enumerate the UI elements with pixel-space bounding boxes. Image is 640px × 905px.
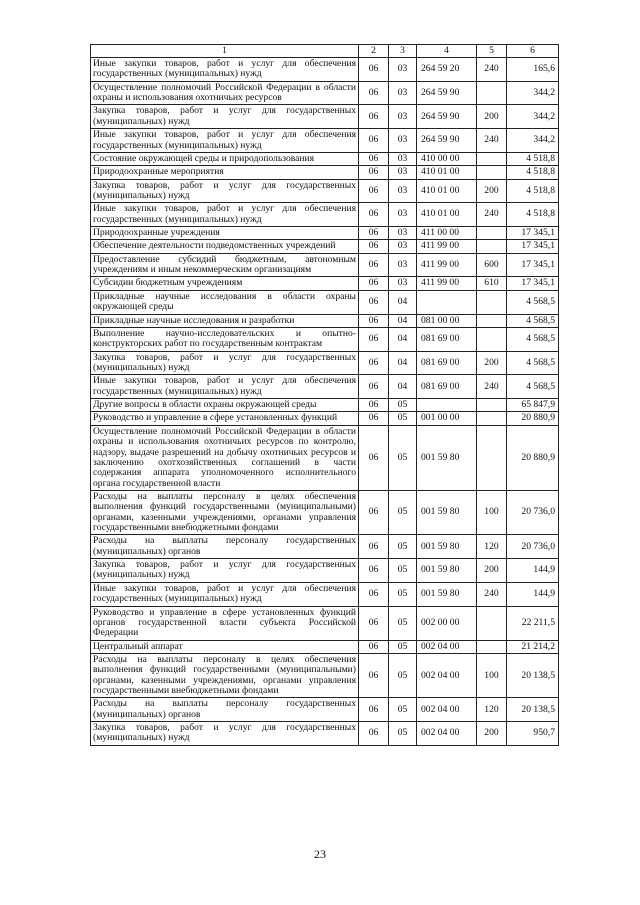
table-row: [91, 582, 559, 606]
amount: 344,2: [507, 129, 559, 153]
item-name: Руководство и управление в сфере установленных функций органов государственной власти субъекта Российской Федерации: [91, 606, 359, 640]
subsection-code: 05: [389, 490, 417, 534]
target-article-code: 001 59 80: [417, 425, 477, 490]
column-header: 3: [389, 45, 417, 58]
section-code: 06: [359, 314, 389, 327]
table-row: [91, 105, 559, 129]
expense-type-code: [477, 166, 507, 179]
subsection-code: 03: [389, 227, 417, 240]
amount: 17 345,1: [507, 277, 559, 290]
target-article-code: 410 01 00: [417, 203, 477, 227]
expense-type-code: 120: [477, 535, 507, 559]
table-row: [91, 129, 559, 153]
item-name: Руководство и управление в сфере установленных функций: [91, 412, 359, 425]
table-row: [91, 152, 559, 165]
section-code: 06: [359, 129, 389, 153]
section-code: 06: [359, 227, 389, 240]
item-name: Выполнение научно-исследовательских и опытно-конструкторских работ по государственным контрактам: [91, 327, 359, 351]
expense-type-code: [477, 640, 507, 653]
target-article-code: 001 59 80: [417, 582, 477, 606]
target-article-code: 081 00 00: [417, 314, 477, 327]
amount: 950,7: [507, 722, 559, 746]
expense-type-code: 200: [477, 722, 507, 746]
subsection-code: 04: [389, 290, 417, 314]
subsection-code: 03: [389, 81, 417, 105]
item-name: Расходы на выплаты персоналу государственных (муниципальных) органов: [91, 535, 359, 559]
table-row: [91, 179, 559, 203]
item-name: Иные закупки товаров, работ и услуг для обеспечения государственных (муниципальных) нужд: [91, 582, 359, 606]
item-name: Иные закупки товаров, работ и услуг для обеспечения государственных (муниципальных) нужд: [91, 375, 359, 399]
section-code: 06: [359, 653, 389, 697]
subsection-code: 05: [389, 582, 417, 606]
target-article-code: 410 00 00: [417, 152, 477, 165]
table-row: [91, 375, 559, 399]
column-header: 5: [477, 45, 507, 58]
expense-type-code: 200: [477, 179, 507, 203]
target-article-code: 264 59 20: [417, 58, 477, 82]
expense-type-code: [477, 425, 507, 490]
item-name: Закупка товаров, работ и услуг для государственных (муниципальных) нужд: [91, 722, 359, 746]
section-code: 06: [359, 606, 389, 640]
subsection-code: 05: [389, 535, 417, 559]
table-row: [91, 722, 559, 746]
item-name: Осуществление полномочий Российской Федерации в области охраны и использования охотничьих ресурсов: [91, 81, 359, 105]
item-name: Прикладные научные исследования в области охраны окружающей среды: [91, 290, 359, 314]
table-body: [91, 58, 559, 746]
item-name: Расходы на выплаты персоналу в целях обеспечения выполнения функций государственными (муниципальными) органами, казенными учреждениями, органами управления государственными внебюджетными фондами: [91, 490, 359, 534]
section-code: 06: [359, 351, 389, 375]
item-name: Природоохранные учреждения: [91, 227, 359, 240]
section-code: 06: [359, 152, 389, 165]
target-article-code: 411 99 00: [417, 253, 477, 277]
item-name: Расходы на выплаты персоналу государственных (муниципальных) органов: [91, 698, 359, 722]
amount: 344,2: [507, 81, 559, 105]
amount: 21 214,2: [507, 640, 559, 653]
amount: 17 345,1: [507, 253, 559, 277]
table-row: [91, 412, 559, 425]
target-article-code: 001 59 80: [417, 559, 477, 583]
table-row: [91, 240, 559, 253]
subsection-code: 04: [389, 375, 417, 399]
table-row: [91, 351, 559, 375]
item-name: Закупка товаров, работ и услуг для государственных (муниципальных) нужд: [91, 351, 359, 375]
table-row: [91, 698, 559, 722]
amount: 17 345,1: [507, 240, 559, 253]
expense-type-code: [477, 240, 507, 253]
column-header: 1: [91, 45, 359, 58]
amount: 165,6: [507, 58, 559, 82]
item-name: Природоохранные мероприятия: [91, 166, 359, 179]
item-name: Обеспечение деятельности подведомственных учреждений: [91, 240, 359, 253]
item-name: Расходы на выплаты персоналу в целях обеспечения выполнения функций государственными (муниципальными) органами, казенными учреждениями, органами управления государственными внебюджетными фондами: [91, 653, 359, 697]
target-article-code: 001 00 00: [417, 412, 477, 425]
amount: 22 211,5: [507, 606, 559, 640]
subsection-code: 04: [389, 351, 417, 375]
target-article-code: 411 99 00: [417, 277, 477, 290]
section-code: 06: [359, 698, 389, 722]
target-article-code: 001 59 80: [417, 535, 477, 559]
expense-type-code: [477, 399, 507, 412]
expense-type-code: [477, 314, 507, 327]
expense-type-code: [477, 606, 507, 640]
amount: 20 880,9: [507, 425, 559, 490]
expense-type-code: 240: [477, 203, 507, 227]
item-name: Субсидии бюджетным учреждениям: [91, 277, 359, 290]
section-code: 06: [359, 375, 389, 399]
subsection-code: 03: [389, 166, 417, 179]
item-name: Состояние окружающей среды и природопользования: [91, 152, 359, 165]
table-row: [91, 535, 559, 559]
item-name: Иные закупки товаров, работ и услуг для обеспечения государственных (муниципальных) нужд: [91, 129, 359, 153]
section-code: 06: [359, 58, 389, 82]
subsection-code: 05: [389, 412, 417, 425]
amount: 4 518,8: [507, 166, 559, 179]
target-article-code: 410 01 00: [417, 179, 477, 203]
expense-type-code: 100: [477, 653, 507, 697]
section-code: 06: [359, 179, 389, 203]
section-code: 06: [359, 81, 389, 105]
subsection-code: 03: [389, 129, 417, 153]
amount: 65 847,9: [507, 399, 559, 412]
expense-type-code: 240: [477, 582, 507, 606]
target-article-code: 264 59 90: [417, 81, 477, 105]
subsection-code: 05: [389, 399, 417, 412]
table-row: [91, 327, 559, 351]
amount: 144,9: [507, 582, 559, 606]
subsection-code: 03: [389, 179, 417, 203]
subsection-code: 03: [389, 253, 417, 277]
subsection-code: 05: [389, 559, 417, 583]
amount: 20 880,9: [507, 412, 559, 425]
table-row: [91, 253, 559, 277]
amount: 4 568,5: [507, 290, 559, 314]
section-code: 06: [359, 559, 389, 583]
section-code: 06: [359, 105, 389, 129]
table-row: [91, 490, 559, 534]
section-code: 06: [359, 240, 389, 253]
expense-type-code: 200: [477, 105, 507, 129]
table-row: [91, 399, 559, 412]
target-article-code: 002 00 00: [417, 606, 477, 640]
table-row: [91, 81, 559, 105]
section-code: 06: [359, 399, 389, 412]
table-header-row: [91, 45, 559, 58]
subsection-code: 03: [389, 152, 417, 165]
item-name: Прикладные научные исследования и разработки: [91, 314, 359, 327]
amount: 17 345,1: [507, 227, 559, 240]
section-code: 06: [359, 412, 389, 425]
target-article-code: 002 04 00: [417, 722, 477, 746]
amount: 4 518,8: [507, 152, 559, 165]
target-article-code: 081 69 00: [417, 327, 477, 351]
amount: 4 568,5: [507, 351, 559, 375]
target-article-code: 411 99 00: [417, 240, 477, 253]
target-article-code: 264 59 90: [417, 105, 477, 129]
section-code: 06: [359, 535, 389, 559]
column-header: 2: [359, 45, 389, 58]
table-row: [91, 640, 559, 653]
section-code: 06: [359, 166, 389, 179]
subsection-code: 03: [389, 105, 417, 129]
subsection-code: 03: [389, 277, 417, 290]
section-code: 06: [359, 290, 389, 314]
expense-type-code: 200: [477, 351, 507, 375]
subsection-code: 05: [389, 606, 417, 640]
amount: 4 518,8: [507, 179, 559, 203]
amount: 20 138,5: [507, 698, 559, 722]
subsection-code: 05: [389, 653, 417, 697]
subsection-code: 05: [389, 425, 417, 490]
section-code: 06: [359, 277, 389, 290]
page-number: 23: [314, 847, 326, 861]
amount: 20 736,0: [507, 535, 559, 559]
expense-type-code: [477, 227, 507, 240]
subsection-code: 05: [389, 640, 417, 653]
section-code: 06: [359, 203, 389, 227]
target-article-code: 081 69 00: [417, 351, 477, 375]
table-row: [91, 166, 559, 179]
item-name: Предоставление субсидий бюджетным, автономным учреждениям и иным некоммерческим организациям: [91, 253, 359, 277]
subsection-code: 03: [389, 203, 417, 227]
target-article-code: 002 04 00: [417, 640, 477, 653]
amount: 4 568,5: [507, 327, 559, 351]
table-row: [91, 290, 559, 314]
target-article-code: 001 59 80: [417, 490, 477, 534]
item-name: Иные закупки товаров, работ и услуг для обеспечения государственных (муниципальных) нужд: [91, 58, 359, 82]
expense-type-code: 600: [477, 253, 507, 277]
target-article-code: [417, 290, 477, 314]
column-header: 4: [417, 45, 477, 58]
subsection-code: 05: [389, 698, 417, 722]
section-code: 06: [359, 722, 389, 746]
target-article-code: 081 69 00: [417, 375, 477, 399]
item-name: Закупка товаров, работ и услуг для государственных (муниципальных) нужд: [91, 105, 359, 129]
table-row: [91, 277, 559, 290]
amount: 20 736,0: [507, 490, 559, 534]
expense-type-code: 240: [477, 129, 507, 153]
expense-type-code: 200: [477, 559, 507, 583]
amount: 144,9: [507, 559, 559, 583]
budget-table: [90, 44, 559, 746]
table-row: [91, 314, 559, 327]
expense-type-code: [477, 290, 507, 314]
subsection-code: 03: [389, 240, 417, 253]
table-row: [91, 559, 559, 583]
item-name: Осуществление полномочий Российской Федерации в области охраны и использования охотничьих ресурсов по контролю, надзору, выдаче разрешений на добычу охотничьих ресурсов и заключению охотхозяйственных соглашений в части содержания аппарата уполномоченного исполнительного органа государственной власти: [91, 425, 359, 490]
expense-type-code: [477, 412, 507, 425]
subsection-code: 05: [389, 722, 417, 746]
expense-type-code: 120: [477, 698, 507, 722]
target-article-code: 002 04 00: [417, 698, 477, 722]
expense-type-code: [477, 152, 507, 165]
expense-type-code: [477, 81, 507, 105]
section-code: 06: [359, 582, 389, 606]
section-code: 06: [359, 327, 389, 351]
section-code: 06: [359, 253, 389, 277]
amount: 4 568,5: [507, 314, 559, 327]
subsection-code: 04: [389, 314, 417, 327]
table-row: [91, 203, 559, 227]
expense-type-code: [477, 327, 507, 351]
target-article-code: 410 01 00: [417, 166, 477, 179]
item-name: Иные закупки товаров, работ и услуг для обеспечения государственных (муниципальных) нужд: [91, 203, 359, 227]
column-header: 6: [507, 45, 559, 58]
expense-type-code: 610: [477, 277, 507, 290]
subsection-code: 03: [389, 58, 417, 82]
target-article-code: 002 04 00: [417, 653, 477, 697]
target-article-code: 264 59 90: [417, 129, 477, 153]
item-name: Центральный аппарат: [91, 640, 359, 653]
amount: 4 568,5: [507, 375, 559, 399]
table-row: [91, 606, 559, 640]
expense-type-code: 240: [477, 58, 507, 82]
expense-type-code: 240: [477, 375, 507, 399]
table-row: [91, 58, 559, 82]
expense-type-code: 100: [477, 490, 507, 534]
amount: 20 138,5: [507, 653, 559, 697]
target-article-code: 411 00 00: [417, 227, 477, 240]
amount: 344,2: [507, 105, 559, 129]
section-code: 06: [359, 490, 389, 534]
item-name: Другие вопросы в области охраны окружающей среды: [91, 399, 359, 412]
target-article-code: [417, 399, 477, 412]
table-row: [91, 653, 559, 697]
item-name: Закупка товаров, работ и услуг для государственных (муниципальных) нужд: [91, 179, 359, 203]
item-name: Закупка товаров, работ и услуг для государственных (муниципальных) нужд: [91, 559, 359, 583]
amount: 4 518,8: [507, 203, 559, 227]
table-row: [91, 227, 559, 240]
subsection-code: 04: [389, 327, 417, 351]
section-code: 06: [359, 425, 389, 490]
table-row: [91, 425, 559, 490]
section-code: 06: [359, 640, 389, 653]
